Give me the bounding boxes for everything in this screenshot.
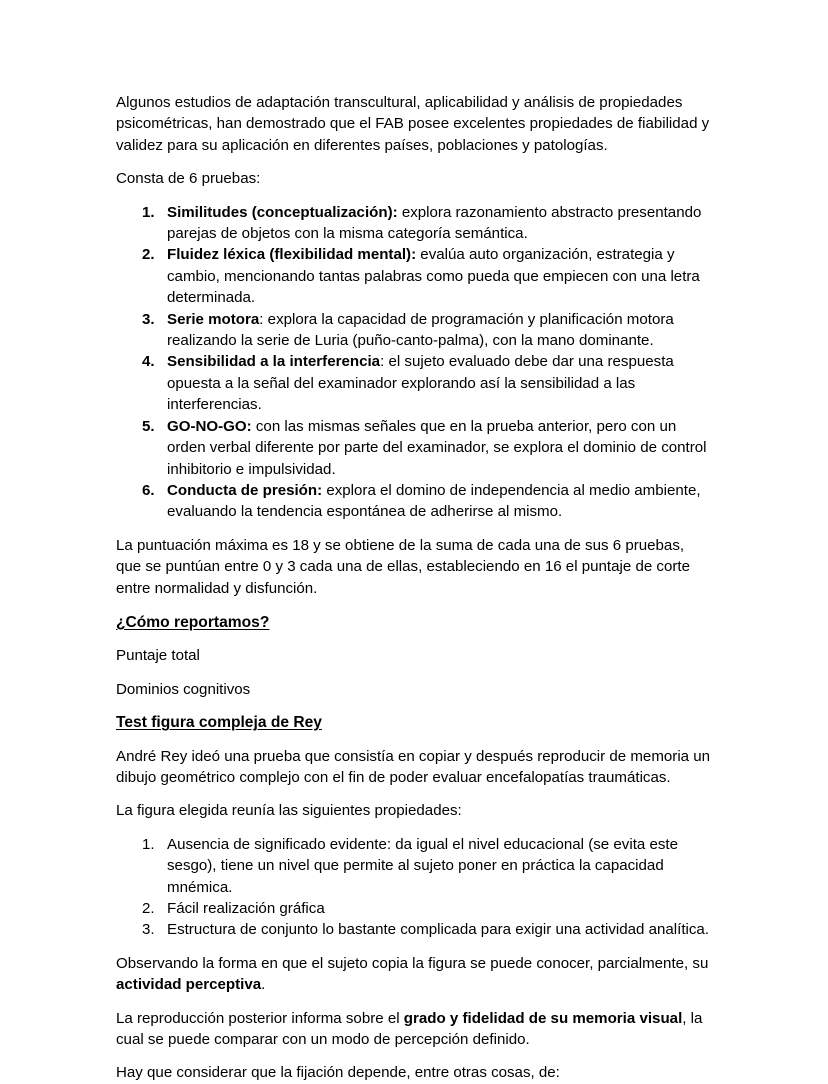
heading-como-reportamos: ¿Cómo reportamos? xyxy=(116,613,270,631)
list-item-text: Fácil realización gráfica xyxy=(167,900,325,917)
list-item-lead: Similitudes (conceptualización): xyxy=(167,203,398,221)
paragraph-consta: Consta de 6 pruebas: xyxy=(116,170,261,188)
paragraph-dominios-cognitivos: Dominios cognitivos xyxy=(116,680,251,698)
list-item-lead: Serie motora xyxy=(167,310,260,328)
list-item xyxy=(116,898,712,919)
paragraph-memoria-visual xyxy=(116,1008,712,1051)
list-item-text: con las mismas señales que en la prueba anterior, pero con un orden verbal diferente por parte del examinador, se explora el dominio de control inhibitorio e impulsividad. xyxy=(167,417,707,478)
document-content xyxy=(116,92,712,1084)
list-item-text: Estructura de conjunto lo bastante complicada para exigir una actividad analítica. xyxy=(167,921,710,939)
emphasis-actividad-perceptiva: actividad perceptiva xyxy=(116,976,262,994)
list-item-text: evalúa auto organización, estrategia y cambio, mencionando tantas palabras como pueda que empiecen con una letra determinada. xyxy=(167,246,700,307)
list-item-lead: Conducta de presión: xyxy=(167,481,323,499)
paragraph-puntaje-total: Puntaje total xyxy=(116,647,200,665)
list-item xyxy=(116,416,712,480)
paragraph-andre-rey: André Rey ideó una prueba que consistía en copiar y después reproducir de memoria un dibujo geométrico complejo con el fin de poder evaluar encefalopatías traumáticas. xyxy=(116,747,711,786)
list-item xyxy=(116,834,712,898)
list-item xyxy=(116,244,712,308)
heading-test-figura-rey: Test figura compleja de Rey xyxy=(116,714,322,732)
list-item xyxy=(116,351,712,415)
list-item-text: : explora la capacidad de programación y planificación motora realizando la serie de Luria (puño-canto-palma), con la mano dominante. xyxy=(167,310,674,350)
list-item-lead: Sensibilidad a la interferencia xyxy=(167,353,381,371)
paragraph-text-segment: . xyxy=(261,976,266,994)
paragraph-puntuacion: La puntuación máxima es 18 y se obtiene de la suma de cada una de sus 6 pruebas, que se puntúan entre 0 y 3 cada una de ellas, estableciendo en 16 el puntaje de corte entre normalidad y disfunción. xyxy=(116,536,690,597)
paragraph-fijacion: Hay que considerar que la fijación depende, entre otras cosas, de: xyxy=(116,1064,560,1082)
list-item xyxy=(116,919,712,940)
paragraph-text-segment: , la cual se puede comparar con un modo de percepción definido. xyxy=(116,1009,703,1049)
list-item-text: explora razonamiento abstracto presentando parejas de objetos con la misma categoría semántica. xyxy=(167,203,702,243)
paragraph-text-segment: Observando la forma en que el sujeto copia la figura se puede conocer, parcialmente, su xyxy=(116,954,709,972)
list-item-text: explora el domino de independencia al medio ambiente, evaluando la tendencia espontánea de adherirse al mismo. xyxy=(167,481,701,521)
fab-tests-list xyxy=(116,202,712,523)
list-item-lead: Fluidez léxica (flexibilidad mental): xyxy=(167,246,417,264)
list-item xyxy=(116,480,712,523)
paragraph-intro: Algunos estudios de adaptación transcultural, aplicabilidad y análisis de propiedades psicométricas, han demostrado que el FAB posee excelentes propiedades de fiabilidad y validez para su aplicación en diferentes países, poblaciones y patologías. xyxy=(116,94,710,154)
list-item xyxy=(116,202,712,245)
list-item-text: Ausencia de significado evidente: da igual el nivel educacional (se evita este sesgo), tiene un nivel que permite al sujeto poner en práctica la capacidad mnémica. xyxy=(167,835,678,896)
list-item-lead: GO-NO-GO: xyxy=(167,417,252,435)
paragraph-actividad-perceptiva xyxy=(116,953,712,996)
paragraph-text-segment: La reproducción posterior informa sobre el xyxy=(116,1009,404,1027)
list-item xyxy=(116,309,712,352)
emphasis-memoria-visual: grado y fidelidad de su memoria visual xyxy=(403,1009,683,1027)
paragraph-figura-elegida: La figura elegida reunía las siguientes propiedades: xyxy=(116,802,462,820)
rey-properties-list xyxy=(116,834,712,941)
list-item-text: : el sujeto evaluado debe dar una respuesta opuesta a la señal del examinador explorando así la sensibilidad a las interferencias. xyxy=(167,353,674,414)
